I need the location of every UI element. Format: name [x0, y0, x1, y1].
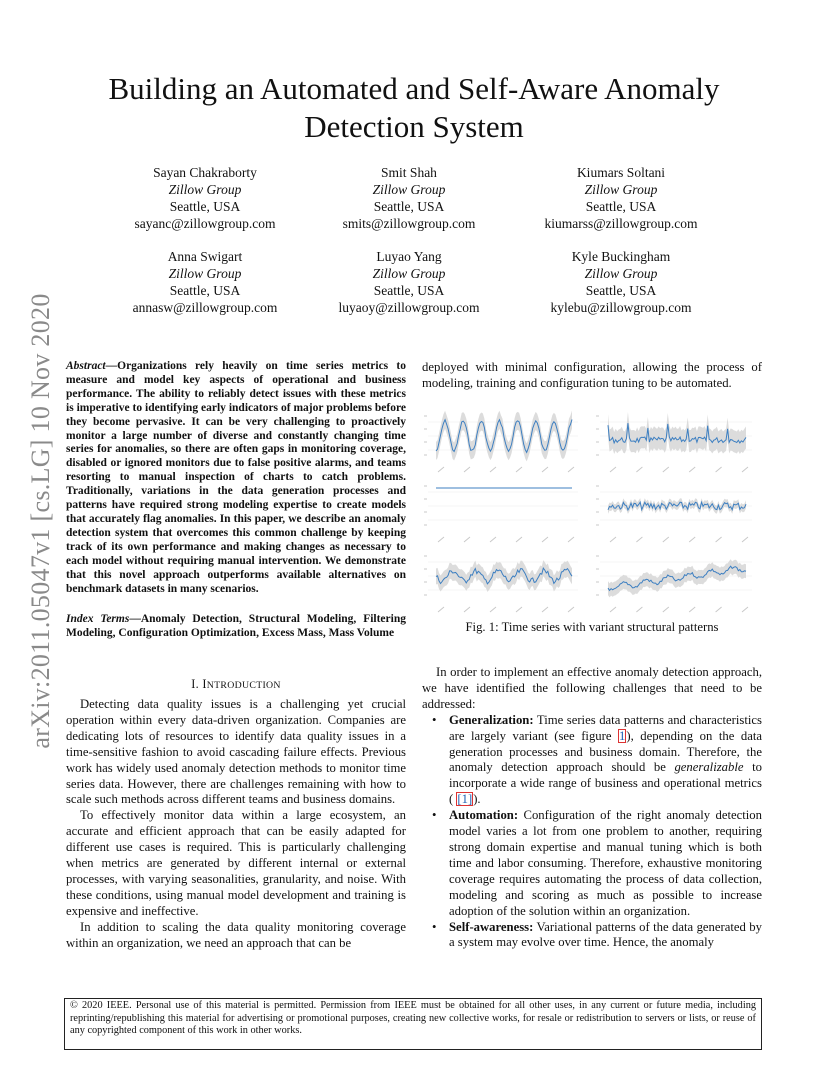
bullet-icon: •	[432, 712, 437, 727]
author-location: Seattle, USA	[169, 199, 241, 214]
arxiv-stamp-text: arXiv:2011.05047v1 [cs.LG] 10 Nov 2020	[26, 293, 55, 749]
section-initial: I	[202, 677, 207, 691]
time-series-subplot	[424, 486, 578, 542]
author-card	[90, 248, 320, 316]
time-series-subplot	[424, 411, 578, 472]
bullet-icon: •	[432, 808, 437, 823]
time-series-subplot	[596, 412, 752, 472]
abstract	[66, 360, 406, 596]
author-email: smits@zillowgroup.com	[342, 216, 476, 231]
author-affiliation: Zillow Group	[584, 266, 658, 281]
right-column-continuation	[422, 360, 762, 392]
challenge-list	[422, 713, 762, 952]
section-smallcaps: NTRODUCTION	[206, 680, 281, 691]
introduction-body	[66, 697, 406, 952]
author-affiliation: Zillow Group	[372, 182, 446, 197]
paragraph: To effectively monitor data within a large ecosystem, an accurate and efficient approach that can be easily adapted for different use cases is required. This is particularly challenging when metrics are generated by different internal or external processes, with varying seasonalities, granularity, and noise. With these conditions, using manual model development and training is expensive and ineffective.	[66, 808, 406, 918]
author-affiliation: Zillow Group	[584, 182, 658, 197]
citation-link[interactable]: [1]	[457, 792, 473, 807]
index-terms-label: Index Terms	[66, 613, 130, 625]
time-series-subplot	[424, 556, 578, 612]
author-name: Luyao Yang	[376, 249, 442, 264]
figure-reference-link[interactable]: 1	[619, 728, 626, 743]
index-terms-text: —Anomaly Detection, Structural Modeling, Filtering Modeling, Configuration Optimization, Excess Mass, Mass Volume	[66, 613, 406, 639]
list-item-text: Configuration of the right anomaly detection model varies a lot from one problem to another, requiring strong domain expertise and manual tuning which is both time and labor consuming. Therefore, exhaustive monitoring coverage requires automating the process of data collection, modeling and scoring as much as possible to increase adoption of the solution within an organization.	[449, 808, 762, 918]
author-card	[294, 248, 524, 316]
paragraph: Detecting data quality issues is a challenging yet crucial operation within every data-driven organization. Companies are dedicating lots of resources to identify data quality issues in a time-sensitive fashion to avoid cascading failure effects. Previous work has widely used anomaly detection methods to monitor time series data. However, there are challenges remaining with how to scale such methods across different teams and business domains.	[66, 697, 406, 807]
author-affiliation: Zillow Group	[372, 266, 446, 281]
author-email: kiumarss@zillowgroup.com	[544, 216, 698, 231]
copyright-notice: © 2020 IEEE. Personal use of this material is permitted. Permission from IEEE must be obtained for all other uses, in any current or future media, including reprinting/republishing this material for advertising or promotional purposes, creating new collective works, for resale or redistribution to servers or lists, or reuse of any copyrighted component of this work in other works.	[64, 998, 762, 1050]
figure-caption: Fig. 1: Time series with variant structural patterns	[465, 620, 719, 634]
list-item-term: Self-awareness:	[449, 919, 534, 934]
list-item-text: Variational patterns of the data generated by a system may evolve over time. Hence, the anomaly	[449, 919, 762, 950]
author-location: Seattle, USA	[373, 283, 445, 298]
author-location: Seattle, USA	[585, 283, 657, 298]
author-card	[506, 248, 736, 316]
author-card	[506, 164, 736, 232]
paragraph: deployed with minimal configuration, allowing the process of modeling, training and configuration tuning to be automated.	[422, 360, 762, 390]
section-heading	[66, 677, 406, 692]
list-item-term: Generalization:	[449, 712, 534, 727]
author-email: kylebu@zillowgroup.com	[550, 300, 692, 315]
author-location: Seattle, USA	[585, 199, 657, 214]
author-affiliation: Zillow Group	[168, 182, 242, 197]
time-series-subplot	[596, 556, 752, 612]
list-item-text: Time series data patterns and characteristics are largely variant (see figure	[449, 712, 762, 743]
emphasis-text: generalizable	[674, 760, 744, 775]
author-affiliation: Zillow Group	[168, 266, 242, 281]
list-item-text: ), depending on the data generation processes and business domain. Therefore, the anomaly detection approach should be	[449, 728, 762, 775]
author-name: Anna Swigart	[167, 249, 243, 264]
list-item-text: to incorporate a wide range of business and operational metrics (	[449, 760, 762, 807]
list-item	[422, 808, 762, 919]
figure-image	[422, 402, 762, 614]
author-email: annasw@zillowgroup.com	[132, 300, 278, 315]
paragraph: In order to implement an effective anomaly detection approach, we have identified the following challenges that need to be addressed:	[422, 665, 762, 711]
author-email: sayanc@zillowgroup.com	[134, 216, 276, 231]
author-name: Sayan Chakraborty	[153, 165, 257, 180]
abstract-label: Abstract	[66, 360, 106, 372]
right-column-body	[422, 665, 762, 951]
abstract-text: —Organizations rely heavily on time series metrics to measure and model key aspects of operational and business performance. The ability to reliably detect issues with these metrics is imperative to identifying early indicators of major problems before they become pervasive. It can be very challenging to proactively monitor a large number of diverse and constantly changing time series for anomalies, so there are often gaps in monitoring coverage, disabled or ignored monitors due to false positive alarms, and teams resorting to manual inspection of charts to catch problems. Traditionally, variations in the data generation processes and patterns have required strong modeling expertise to create models that accurately flag anomalies. In this paper, we describe an anomaly detection system that overcomes this common challenge by keeping track of its own performance and making changes as necessary to each model without requiring manual intervention. We demonstrate that this novel approach outperforms available alternatives on benchmark datasets in many scenarios.	[66, 360, 406, 595]
list-item-text: ).	[473, 792, 481, 807]
list-item	[422, 713, 762, 808]
section-number: I.	[191, 677, 199, 691]
list-item	[422, 920, 762, 952]
paper-title: Building an Automated and Self-Aware Anomaly Detection System	[108, 71, 720, 144]
author-location: Seattle, USA	[169, 283, 241, 298]
author-name: Smit Shah	[381, 165, 437, 180]
author-email: luyaoy@zillowgroup.com	[338, 300, 480, 315]
time-series-subplot	[596, 486, 752, 542]
index-terms	[66, 613, 406, 641]
bullet-icon: •	[432, 919, 437, 934]
paragraph: In addition to scaling the data quality monitoring coverage within an organization, we need an approach that can be	[66, 919, 406, 950]
author-card	[294, 164, 524, 232]
author-location: Seattle, USA	[373, 199, 445, 214]
list-item-term: Automation:	[449, 808, 519, 823]
author-name: Kyle Buckingham	[571, 249, 671, 264]
arxiv-identifier-stamp	[26, 0, 56, 1072]
author-card	[90, 164, 320, 232]
author-name: Kiumars Soltani	[576, 165, 666, 180]
figure-time-series	[422, 402, 762, 614]
